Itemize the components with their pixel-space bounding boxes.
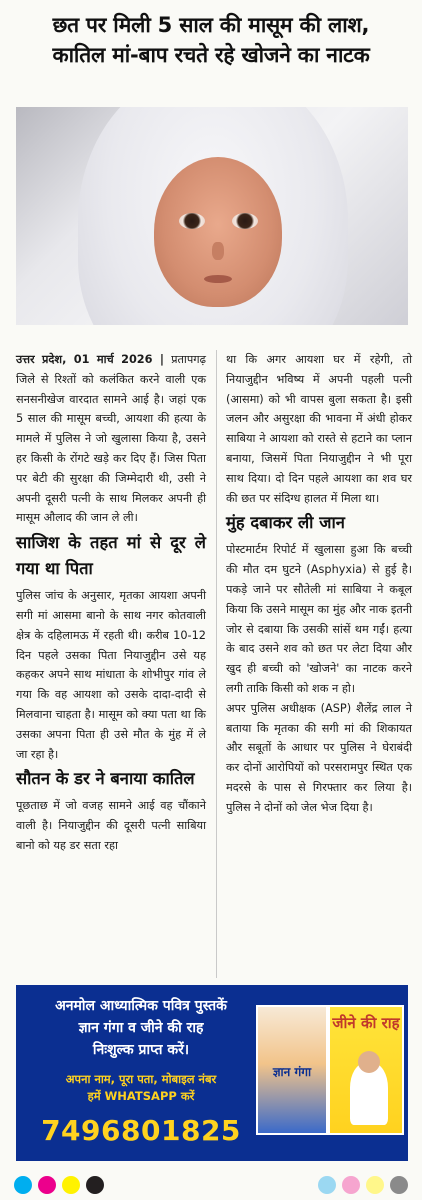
registration-dot-gray (390, 1176, 408, 1194)
article-photo (16, 107, 408, 325)
nose-shape (212, 242, 224, 260)
headline (10, 10, 412, 70)
registration-dot-magenta (38, 1176, 56, 1194)
child-face-shape (154, 157, 282, 307)
registration-dot-cyan (14, 1176, 32, 1194)
paragraph: था कि अगर आयशा घर में रहेगी, तो नियाजुद्दीन भविष्य में अपनी पहली पत्नी (आसमा) को भी वापस बुला सकता है। इसी जलन और असुरक्षा की भावना में अंधी होकर साबिया ने आयशा को रास्ते से हटाने का प्लान बनाया, जिसमें पिता नियाजुद्दीन ने भी पूरा साथ दिया। दो दिन पहले आयशा का शव घर की छत पर संदिग्ध हालत में मिला था। (226, 353, 412, 505)
book-title: जीने की राह (332, 1014, 400, 1032)
registration-dot-cyan (318, 1176, 336, 1194)
ad-phone-number: 7496801825 (41, 1114, 241, 1147)
paragraph: पूछताछ में जो वजह सामने आई वह चौंकाने वाली है। नियाजुद्दीन की दूसरी पत्नी साबिया बानो को यह डर सता रहा (16, 799, 206, 852)
ad-line-4: अपना नाम, पूरा पता, मोबाइल नंबर (65, 1072, 217, 1086)
book-advertisement (16, 985, 408, 1161)
author-head-shape (358, 1051, 380, 1073)
ad-line-1: अनमोल आध्यात्मिक पवित्र पुस्तकें (55, 998, 227, 1014)
paragraph: पोस्टमार्टम रिपोर्ट में खुलासा हुआ कि बच्ची की मौत दम घुटने (Asphyxia) से हुई है। पकड़े जाने पर सौतेली मां साबिया ने कबूल किया कि उसने मासूम का मुंह और नाक इतनी जोर से दबाया कि उसकी सांसें थम गईं। हत्या के बाद उसने शव को छत पर लेटा दिया और खुद ही बच्ची को 'खोजने' का नाटक करने लगी ताकि किसी को शक न हो। (226, 543, 412, 695)
ad-line-5: हमें WHATSAPP करें (87, 1089, 195, 1103)
paragraph (16, 350, 206, 528)
dateline: उत्तर प्रदेश, 01 मार्च 2026 | (16, 353, 165, 366)
ad-line-3: निःशुल्क प्राप्त करें। (92, 1042, 190, 1058)
paragraph-text: प्रतापगढ़ जिले से रिश्तों को कलंकित करने वाली एक सनसनीखेज वारदात सामने आई है। जहां एक 5 साल की मासूम बच्ची, आयशा की हत्या के मामले में पुलिस ने जो खुलासा किया है, उसने हर किसी के रोंगटे खड़े कर दिए हैं। जिस पिता पर बेटी की सुरक्षा की जिम्मेदारी थी, उसी ने अपनी दूसरी पत्नी के साथ मिलकर अपनी ही मासूम औलाद की जान ले ली। (16, 353, 206, 525)
article-column-right (226, 350, 412, 818)
paragraph: पुलिस जांच के अनुसार, मृतका आयशा अपनी सगी मां आसमा बानो के साथ नगर कोतवाली क्षेत्र के दहिलामऊ में रहती थी। करीब 10-12 दिन पहले उसका पिता नियाजुद्दीन उसे यह कहकर अपने साथ मांधाता के शोभीपुर गांव ले गया कि वह आयशा को उसके दादा-दादी से मिलवाना चाहता है। मासूम को क्या पता था कि उसका अपना पिता ही उसे मौत के मुंह में ले जा रहा है। (16, 589, 206, 761)
headline-line-2: कातिल मां-बाप रचते रहे खोजने का नाटक (52, 43, 370, 67)
ad-line-2: ज्ञान गंगा व जीने की राह (78, 1020, 204, 1036)
book-title: ज्ञान गंगा (272, 1065, 312, 1079)
subheading: सौतन के डर ने बनाया कातिल (16, 769, 195, 789)
subheading: मुंह दबाकर ली जान (226, 513, 345, 533)
article-column-left (16, 350, 206, 856)
registration-dot-yellow (366, 1176, 384, 1194)
registration-dot-black (86, 1176, 104, 1194)
paragraph: अपर पुलिस अधीक्षक (ASP) शैलेंद्र लाल ने बताया कि मृतका की सगी मां की शिकायत और सबूतों के आधार पर पुलिस ने घेराबंदी कर दोनों आरोपियों को परसरामपुर स्थित एक मदरसे के पास से गिरफ्तार कर लिया है। पुलिस ने दोनों को जेल भेज दिया है। (226, 701, 412, 814)
ad-instructions (26, 1071, 256, 1105)
subheading: साजिश के तहत मां से दूर ले गया था पिता (16, 533, 206, 579)
book-cover-gyan-ganga (256, 1005, 328, 1135)
book-cover-jeene-ki-raah (328, 1005, 404, 1135)
registration-dot-yellow (62, 1176, 80, 1194)
headline-line-1: छत पर मिली 5 साल की मासूम की लाश, (52, 13, 370, 37)
registration-dot-pink (342, 1176, 360, 1194)
right-eye-shape (232, 213, 258, 229)
column-divider (216, 350, 217, 978)
left-eye-shape (179, 213, 205, 229)
ad-headline (26, 995, 256, 1061)
mouth-shape (204, 275, 232, 283)
